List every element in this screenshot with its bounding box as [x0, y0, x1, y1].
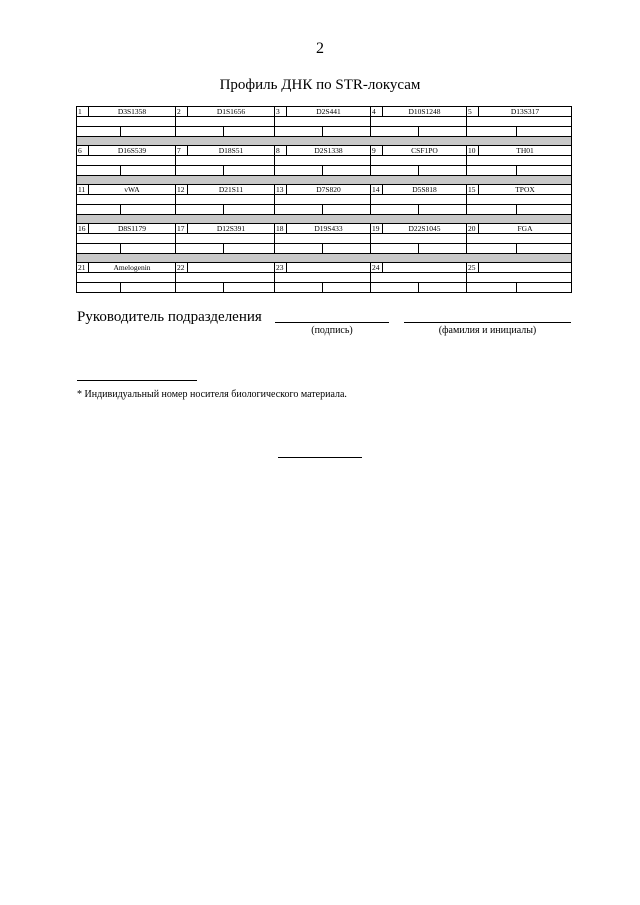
allele-cell[interactable]: [467, 156, 572, 166]
page-number: 2: [316, 40, 324, 57]
allele-cell[interactable]: [176, 117, 275, 127]
locus-header-row: [77, 224, 572, 234]
allele-cell[interactable]: [371, 127, 419, 137]
separator-cell: [77, 215, 572, 224]
locus-number: 2: [176, 107, 188, 117]
allele-cell[interactable]: [176, 166, 224, 176]
allele-row: [77, 117, 572, 127]
locus-name: D22S1045: [383, 224, 467, 234]
locus-number: 3: [275, 107, 287, 117]
allele-cell[interactable]: [224, 166, 275, 176]
allele-cell[interactable]: [467, 166, 517, 176]
allele-cell[interactable]: [467, 244, 517, 254]
allele-cell[interactable]: [517, 283, 572, 293]
allele-cell[interactable]: [419, 205, 467, 215]
locus-number: 21: [77, 263, 89, 273]
footnote-text: * Индивидуальный номер носителя биологического материала.: [77, 389, 347, 400]
locus-number: 18: [275, 224, 287, 234]
allele-cell[interactable]: [77, 273, 176, 283]
locus-number: 16: [77, 224, 89, 234]
allele-cell[interactable]: [176, 273, 275, 283]
locus-number: 12: [176, 185, 188, 195]
locus-header-row: [77, 146, 572, 156]
locus-name: TPOX: [479, 185, 572, 195]
allele-cell[interactable]: [419, 127, 467, 137]
allele-cell[interactable]: [275, 234, 371, 244]
locus-name: D10S1248: [383, 107, 467, 117]
name-initials-caption: (фамилия и инициалы): [438, 325, 537, 336]
allele-cell[interactable]: [517, 127, 572, 137]
locus-number: 13: [275, 185, 287, 195]
locus-number: 5: [467, 107, 479, 117]
allele-cell[interactable]: [275, 205, 323, 215]
allele-cell[interactable]: [467, 127, 517, 137]
locus-number: 20: [467, 224, 479, 234]
allele-cell[interactable]: [467, 117, 572, 127]
separator-cell: [77, 176, 572, 185]
allele-cell[interactable]: [121, 244, 176, 254]
locus-number: 25: [467, 263, 479, 273]
signature-line[interactable]: [275, 322, 389, 323]
locus-number: 24: [371, 263, 383, 273]
locus-number: 14: [371, 185, 383, 195]
allele-cell[interactable]: [121, 205, 176, 215]
allele-cell[interactable]: [275, 273, 371, 283]
allele-cell[interactable]: [517, 205, 572, 215]
locus-name: D13S317: [479, 107, 572, 117]
locus-number: 10: [467, 146, 479, 156]
locus-number: 1: [77, 107, 89, 117]
signature-label: Руководитель подразделения: [77, 309, 262, 325]
allele-row: [77, 234, 572, 244]
allele-cell[interactable]: [77, 156, 176, 166]
locus-name: [188, 263, 275, 273]
allele-cell[interactable]: [323, 127, 371, 137]
allele-cell[interactable]: [275, 244, 323, 254]
locus-name: [287, 263, 371, 273]
allele-cell[interactable]: [77, 244, 121, 254]
locus-name: [383, 263, 467, 273]
allele-cell[interactable]: [176, 234, 275, 244]
locus-name: D1S1656: [188, 107, 275, 117]
footnote-rule: [77, 380, 197, 381]
page-title: Профиль ДНК по STR-локусам: [219, 77, 421, 93]
locus-number: 19: [371, 224, 383, 234]
allele-cell[interactable]: [371, 234, 467, 244]
allele-row: [77, 283, 572, 293]
allele-cell[interactable]: [323, 166, 371, 176]
separator-cell: [77, 254, 572, 263]
separator-cell: [77, 137, 572, 146]
allele-cell[interactable]: [224, 244, 275, 254]
allele-cell[interactable]: [467, 283, 517, 293]
allele-cell[interactable]: [419, 166, 467, 176]
name-initials-line[interactable]: [404, 322, 571, 323]
allele-cell[interactable]: [176, 127, 224, 137]
allele-cell[interactable]: [371, 117, 467, 127]
locus-header-row: [77, 263, 572, 273]
allele-cell[interactable]: [77, 234, 176, 244]
locus-number: 17: [176, 224, 188, 234]
allele-row: [77, 195, 572, 205]
locus-name: [479, 263, 572, 273]
allele-cell[interactable]: [77, 195, 176, 205]
allele-cell[interactable]: [275, 166, 323, 176]
locus-name: Amelogenin: [89, 263, 176, 273]
str-loci-table: [76, 106, 572, 293]
allele-cell[interactable]: [77, 205, 121, 215]
allele-cell[interactable]: [467, 273, 572, 283]
locus-name: D16S539: [89, 146, 176, 156]
locus-name: D19S433: [287, 224, 371, 234]
allele-cell[interactable]: [371, 166, 419, 176]
locus-number: 22: [176, 263, 188, 273]
allele-cell[interactable]: [323, 205, 371, 215]
allele-cell[interactable]: [371, 244, 419, 254]
allele-cell[interactable]: [371, 156, 467, 166]
signature-caption: (подпись): [311, 325, 353, 336]
locus-name: D5S818: [383, 185, 467, 195]
separator-row: [77, 137, 572, 146]
locus-name: vWA: [89, 185, 176, 195]
allele-cell[interactable]: [77, 117, 176, 127]
allele-cell[interactable]: [371, 205, 419, 215]
allele-cell[interactable]: [176, 205, 224, 215]
allele-cell[interactable]: [275, 195, 371, 205]
allele-cell[interactable]: [467, 205, 517, 215]
allele-row: [77, 205, 572, 215]
allele-cell[interactable]: [275, 156, 371, 166]
locus-name: D2S1338: [287, 146, 371, 156]
allele-row: [77, 156, 572, 166]
allele-cell[interactable]: [121, 283, 176, 293]
locus-number: 11: [77, 185, 89, 195]
locus-number: 6: [77, 146, 89, 156]
allele-cell[interactable]: [419, 283, 467, 293]
separator-row: [77, 215, 572, 224]
allele-cell[interactable]: [176, 283, 224, 293]
allele-cell[interactable]: [371, 195, 467, 205]
locus-name: TH01: [479, 146, 572, 156]
locus-name: D8S1179: [89, 224, 176, 234]
locus-header-row: [77, 185, 572, 195]
locus-name: D18S51: [188, 146, 275, 156]
allele-cell[interactable]: [275, 127, 323, 137]
allele-row: [77, 166, 572, 176]
separator-row: [77, 254, 572, 263]
allele-cell[interactable]: [224, 283, 275, 293]
allele-cell[interactable]: [467, 195, 572, 205]
allele-cell[interactable]: [275, 283, 323, 293]
allele-cell[interactable]: [275, 117, 371, 127]
allele-cell[interactable]: [371, 273, 467, 283]
separator-row: [77, 176, 572, 185]
allele-cell[interactable]: [121, 127, 176, 137]
locus-name: CSF1PO: [383, 146, 467, 156]
allele-cell[interactable]: [121, 166, 176, 176]
locus-number: 4: [371, 107, 383, 117]
locus-number: 7: [176, 146, 188, 156]
locus-name: D12S391: [188, 224, 275, 234]
allele-cell[interactable]: [176, 156, 275, 166]
allele-cell[interactable]: [419, 244, 467, 254]
locus-name: D3S1358: [89, 107, 176, 117]
allele-cell[interactable]: [467, 234, 572, 244]
locus-number: 23: [275, 263, 287, 273]
allele-cell[interactable]: [176, 195, 275, 205]
allele-cell[interactable]: [224, 127, 275, 137]
locus-header-row: [77, 107, 572, 117]
locus-name: D21S11: [188, 185, 275, 195]
allele-cell[interactable]: [224, 205, 275, 215]
locus-name: D2S441: [287, 107, 371, 117]
allele-cell[interactable]: [77, 283, 121, 293]
allele-cell[interactable]: [323, 244, 371, 254]
allele-row: [77, 273, 572, 283]
allele-cell[interactable]: [77, 127, 121, 137]
end-rule: [278, 457, 362, 458]
allele-cell[interactable]: [323, 283, 371, 293]
allele-cell[interactable]: [517, 244, 572, 254]
allele-row: [77, 127, 572, 137]
locus-number: 15: [467, 185, 479, 195]
allele-cell[interactable]: [176, 244, 224, 254]
allele-cell[interactable]: [371, 283, 419, 293]
allele-cell[interactable]: [517, 166, 572, 176]
locus-number: 8: [275, 146, 287, 156]
locus-number: 9: [371, 146, 383, 156]
locus-name: FGA: [479, 224, 572, 234]
allele-row: [77, 244, 572, 254]
allele-cell[interactable]: [77, 166, 121, 176]
locus-name: D7S820: [287, 185, 371, 195]
